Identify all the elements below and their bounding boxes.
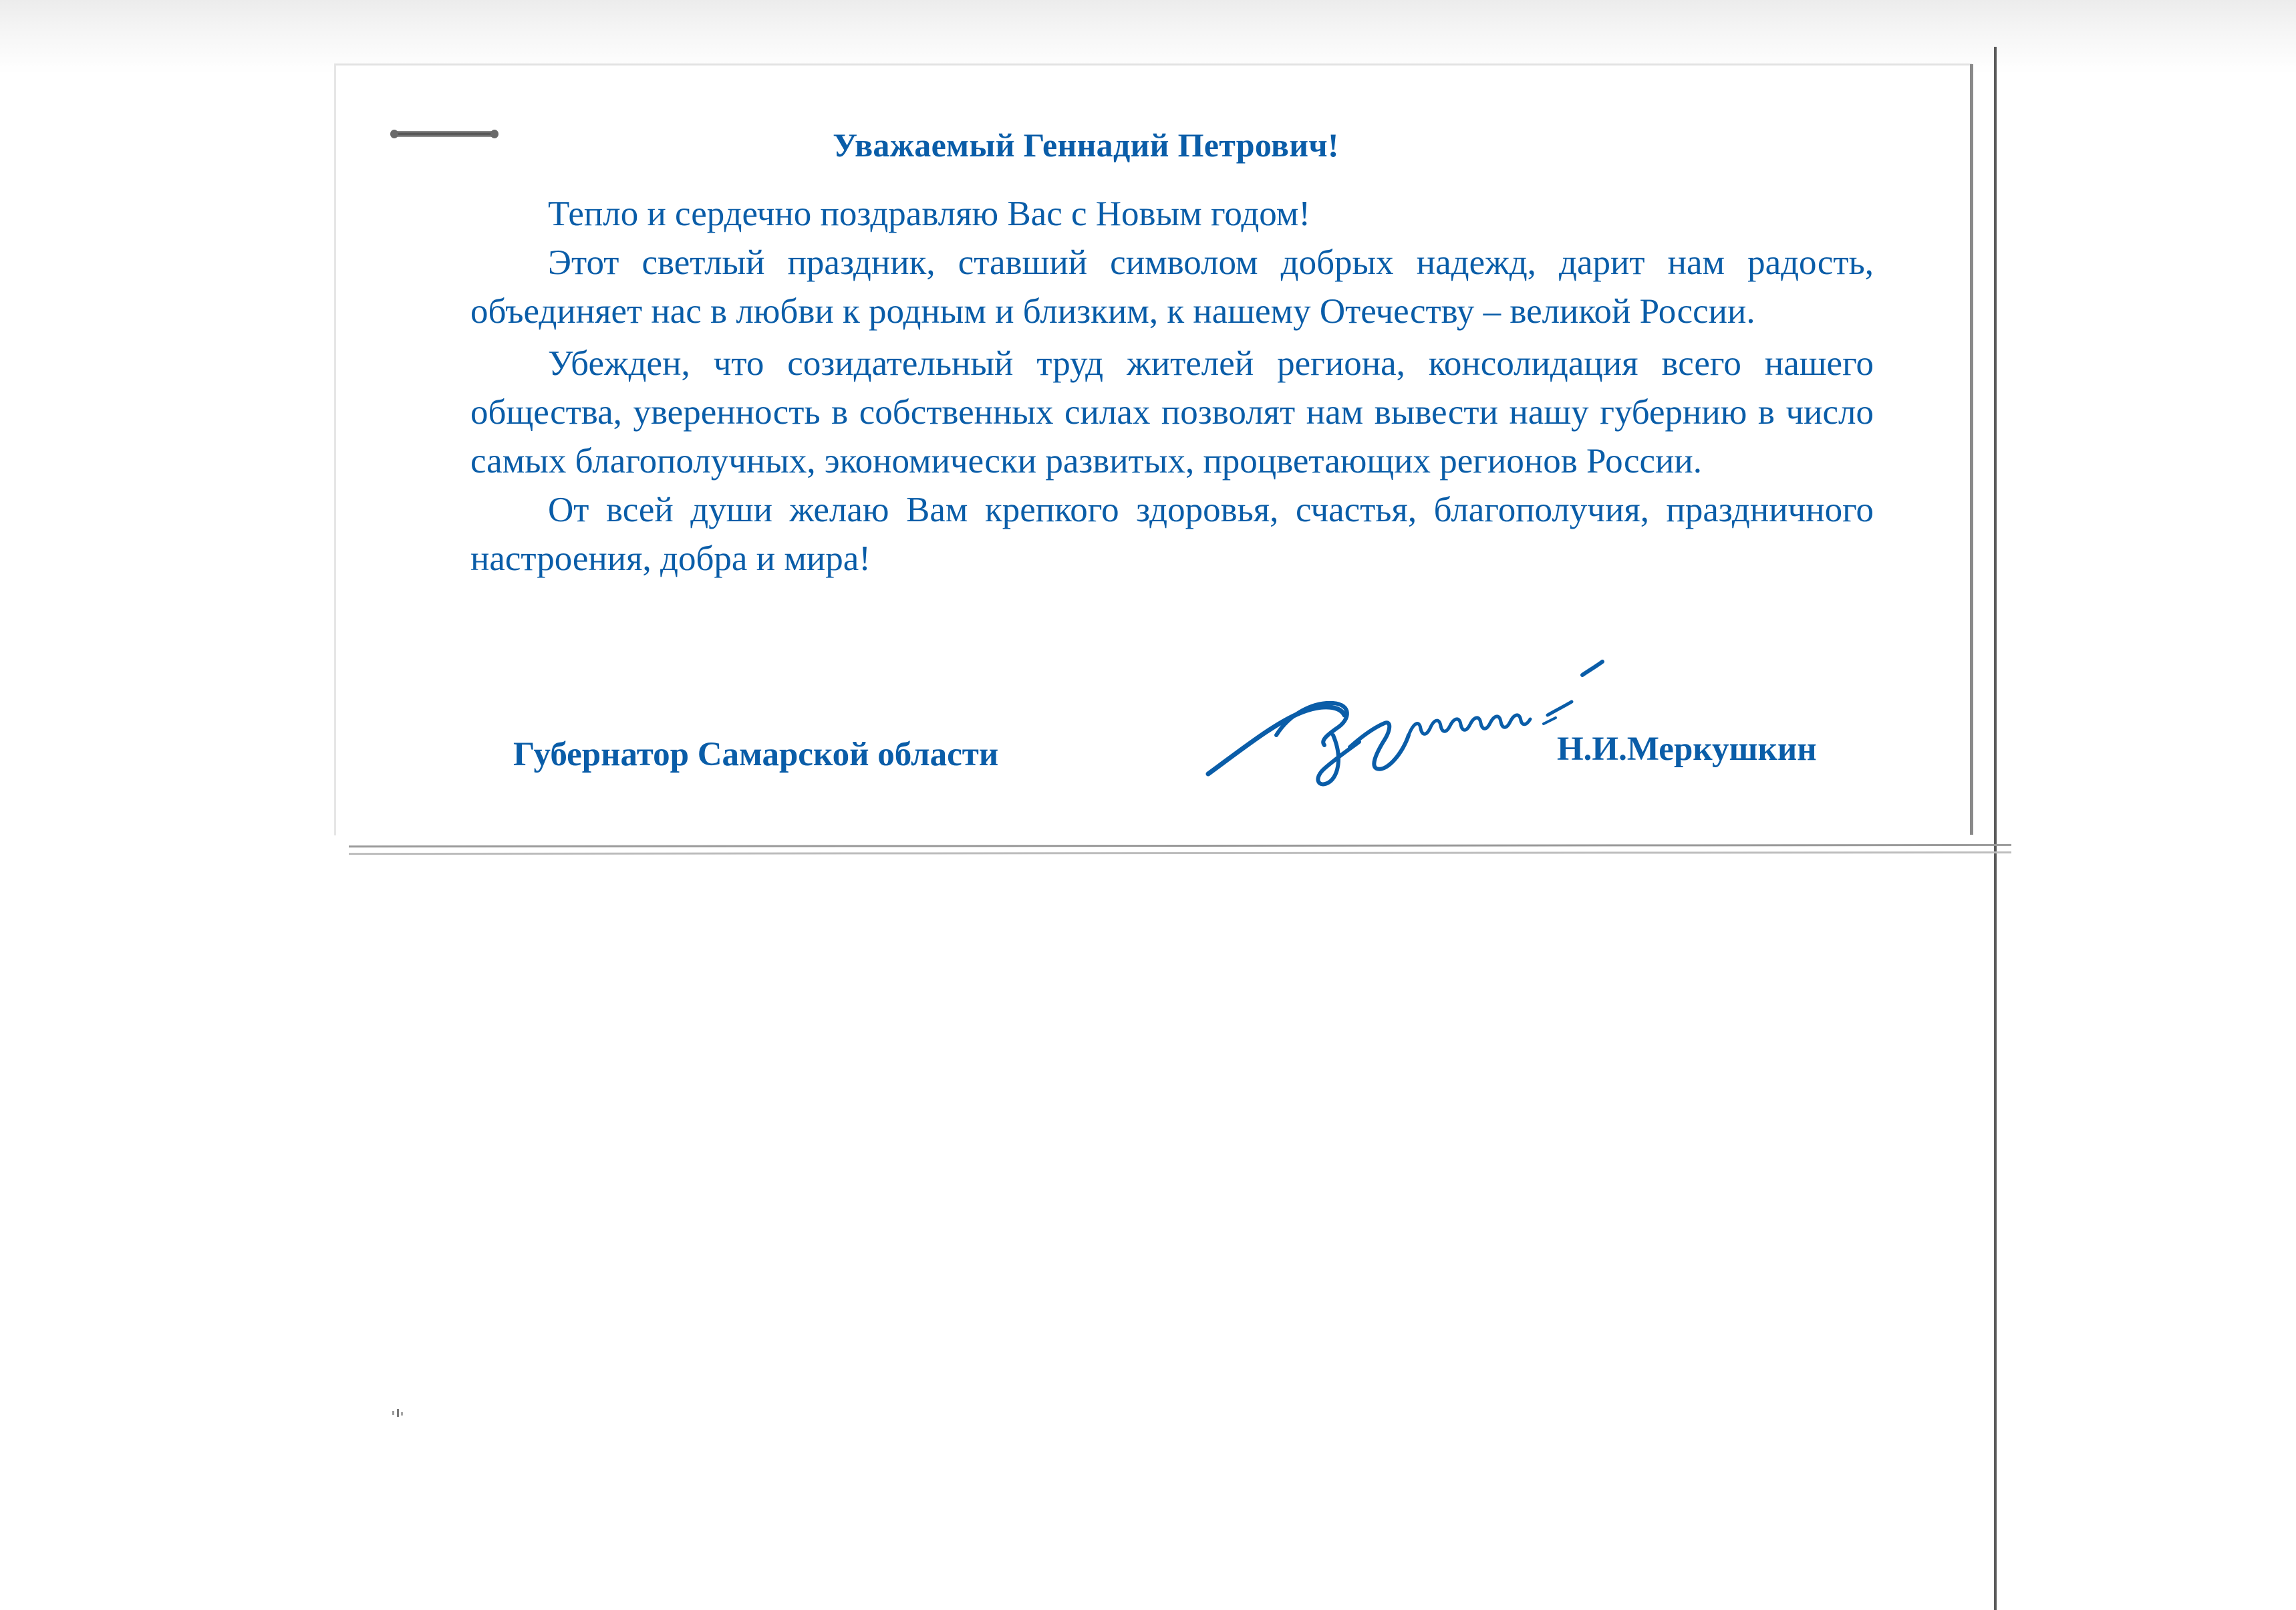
salutation: Уважаемый Геннадий Петрович! <box>833 126 1339 164</box>
paragraph-conviction: Убежден, что созидательный труд жителей региона, консолидация всего нашего общества, уверенность в собственных силах позволят нам вывести нашу губернию в число самых благополучных, экономически развитых, процветающих регионов России. <box>470 344 1874 481</box>
handwritten-signature <box>1196 635 1624 802</box>
paragraph-holiday: Этот светлый праздник, ставший символом добрых надежд, дарит нам радость, объединяет нас в любви к родным и близким, к нашему Отечеству – великой России. <box>470 243 1874 331</box>
page-edge <box>1994 47 1997 1610</box>
card-edge-right <box>1970 64 1973 835</box>
scan-shadow <box>0 0 2296 74</box>
staple-icon <box>394 131 494 137</box>
signer-title: Губернатор Самарской области <box>513 736 999 773</box>
paragraph-wishes: От всей души желаю Вам крепкого здоровья, счастья, благополучия, праздничного настроения, добра и мира! <box>470 491 1874 578</box>
card-edge-bottom <box>349 844 2011 855</box>
signer-name: Н.И.Меркушкин <box>1557 730 1817 768</box>
paragraph-greeting: Тепло и сердечно поздравляю Вас с Новым годом! <box>548 194 1310 233</box>
letter-body <box>470 190 1874 583</box>
scan-speck <box>391 1407 406 1420</box>
